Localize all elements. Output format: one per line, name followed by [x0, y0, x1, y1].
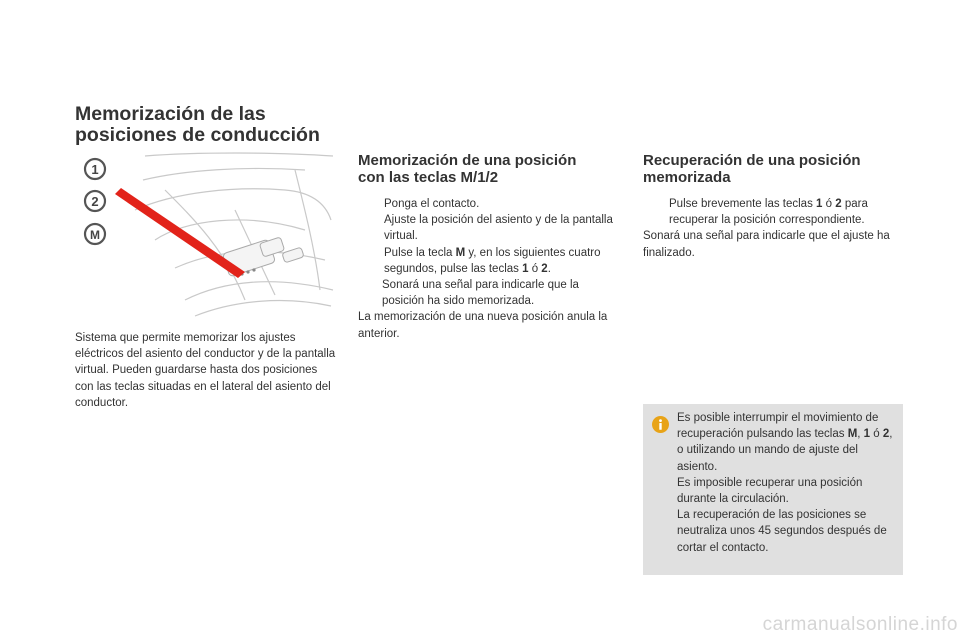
memory-key-m: M	[90, 228, 100, 242]
memory-key-1: 1	[91, 162, 99, 177]
bullet-arrow-icon	[358, 245, 384, 277]
recall-section	[643, 152, 905, 261]
info-text	[677, 410, 899, 556]
memorize-section	[358, 152, 618, 342]
info-paragraph-2: Es imposible recuperar una posición durante la circulación.	[677, 476, 863, 506]
memorize-step-2: Ajuste la posición del asiento y de la pantalla virtual.	[358, 212, 618, 244]
info-icon	[652, 416, 669, 433]
memorize-step-3: Pulse la tecla M y, en los siguientes cuatro segundos, pulse las teclas 1 ó 2.	[358, 245, 618, 277]
seat-illustration	[75, 150, 337, 318]
info-paragraph-1: Es posible interrumpir el movimiento de recuperación pulsando las teclas M, 1 ó 2, o utilizando un mando de ajuste del asiento.	[677, 412, 893, 473]
page-title	[75, 104, 365, 146]
recall-step-1: Pulse brevemente las teclas 1 ó 2 para recuperar la posición correspondiente.	[643, 196, 905, 228]
recall-title	[643, 152, 905, 186]
recall-steps	[643, 196, 905, 261]
memorize-step-1: Ponga el contacto.	[358, 196, 618, 212]
memory-key-2: 2	[91, 194, 99, 209]
watermark-logo: carmanualsonline.info	[762, 614, 958, 635]
memorize-step-3-note: Sonará una señal para indicarle que la posición ha sido memorizada.	[382, 279, 579, 308]
recall-title-line2: memorizada	[643, 169, 731, 186]
bullet-arrow-icon	[358, 212, 384, 244]
memorize-title-line2: con las teclas M/1/2	[358, 169, 499, 186]
memorize-title	[358, 152, 618, 186]
bullet-arrow-icon	[358, 196, 384, 212]
info-paragraph-3: La recuperación de las posiciones se neutraliza unos 45 segundos después de cortar el contacto.	[677, 509, 887, 554]
memorize-footnote: La memorización de una nueva posición anula la anterior.	[358, 311, 608, 340]
recall-note: Sonará una señal para indicarle que el ajuste ha finalizado.	[643, 230, 890, 259]
page-title-line1: Memorización de las	[75, 103, 266, 125]
recall-title-line1: Recuperación de una posición	[643, 152, 861, 169]
seat-drawing	[75, 150, 337, 318]
memorize-title-line1: Memorización de una posición	[358, 152, 577, 169]
memorize-steps	[358, 196, 618, 342]
intro-text: Sistema que permite memorizar los ajustes eléctricos del asiento del conductor y de la pantalla virtual. Pueden guardarse hasta dos posiciones con las teclas situadas en el lateral del asiento del conductor.	[75, 332, 336, 409]
page-title-line2: posiciones de conducción	[75, 124, 320, 146]
bullet-arrow-icon	[643, 196, 669, 228]
info-box	[643, 404, 903, 575]
